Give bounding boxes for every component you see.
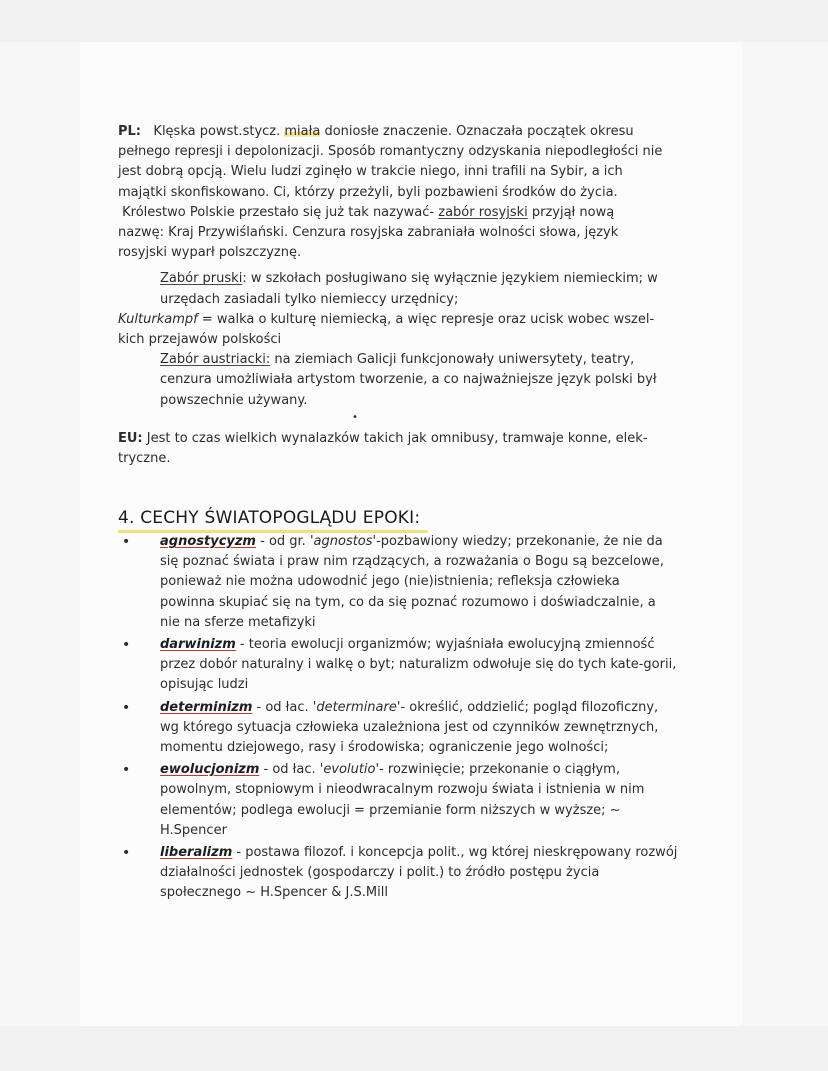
austr-paragraph [118,350,664,411]
list-item [118,760,678,841]
term-determinizm: determinizm [160,699,253,715]
pl-text-highlight: miała [284,124,321,139]
zabor-austriacki-text: na ziemiach Galicji funkcjonowały uniwersytety, teatry, cenzura umożliwiała artystom tworzenie, a co najważniejsze język polski był powszechnie używany. [160,352,657,408]
eu-text: Jest to czas wielkich wynalazków takich jak omnibusy, tramwaje konne, elek-tryczne. [118,431,648,467]
term-definition: -pozbawiony wiedzy; przekonanie, że nie da się poznać świata i praw nim rządzących, a rozważania o Bogu są bezcelowe, ponieważ nie można udowodnić jego (nie)istnienia; refleksja człowieka powinna skupiać się na tym, co da się poznać rozumowo i doświadczalnie, a nie na sferze metafizyki [160,534,664,630]
zabor-pruski-label: Zabór pruski [160,271,243,287]
term-etymology: 'determinare' [312,699,401,715]
term-prefix: - od łac. [252,699,313,715]
list-item [118,532,678,633]
eu-section [118,429,664,469]
term-prefix: - od gr. [255,534,310,549]
pl-kingdom-text: Królestwo Polskie przestało się już tak nazywać- [122,204,439,220]
zabor-rosyjski-label: zabór rosyjski [438,204,528,220]
term-liberalizm: liberalizm [160,845,233,861]
term-definition: - rozwinięcie; przekonanie o ciągłym, powolnym, stopniowym i nieodwracalnym rozwoju świata i istnienia w nim elementów; podlega ewolucji = przemianie form niższych w wyższe; ~ H.Spencer [160,762,645,838]
kulturkampf-paragraph [118,310,664,350]
term-definition: - teoria ewolucji organizmów; wyjaśniała ewolucyjną zmienność przez dobór naturalny i walkę o byt; naturalizm odwołuje się do tych kate-gorii, opisując ludzi [160,637,677,693]
term-prefix: - od łac. [259,762,320,778]
term-list [118,532,678,906]
pl-text-c: doniosłe znaczenie. Oznaczała początek okresu pełnego represji i depolonizacji. Sposób romantyczny odzyskania niepodległości nie jest dobrą opcją. Wielu ludzi zginęło w trakcie niego, inni trafili na Sybir, a ich majątki skonfiskowano. Ci, którzy przeżyli, byli pozbawieni środków do życia. [118,124,663,200]
term-etymology: 'agnostos' [309,534,377,549]
stray-dot: • [352,412,358,423]
section-title: 4. CECHY ŚWIATOPOGLĄDU EPOKI: [118,508,421,528]
term-definition: - postawa filozof. i koncepcja polit., wg której nieskrępowany rozwój działalności jednostek (gospodarczy i polit.) to źródło postępu życia społecznego ~ H.Spencer & J.S.Mill [160,845,678,901]
term-ewolucjonizm: ewolucjonizm [160,762,260,778]
kulturkampf-text: = walka o kulturę niemiecką, a więc represje oraz ucisk wobec wszel-kich przejawów polskości [118,311,655,348]
bullet-icon: • [122,637,131,654]
zabor-austriacki-label: Zabór austriacki: [160,352,271,368]
bullet-icon: • [122,762,131,779]
term-etymology: 'evolutio' [319,762,380,778]
bullet-icon: • [122,845,131,862]
zabor-pruski-text: : w szkołach posługiwano się wyłącznie językiem niemieckim; w urzędach zasiadali tylko niemieccy urzędnicy; [160,271,658,307]
term-agnostycyzm: agnostycyzm [160,534,256,549]
bullet-icon: • [122,699,131,716]
pl-text-a: Klęska powst.stycz. [153,124,281,139]
pl-paragraph-1 [118,122,664,203]
list-item [118,698,678,759]
term-darwinizm: darwinizm [160,637,236,653]
kulturkampf-term: Kulturkampf [118,311,198,327]
list-item [118,635,678,696]
pl-section [118,122,664,411]
bullet-icon: • [122,534,131,550]
pl-paragraph-2 [118,203,664,264]
list-item [118,843,678,904]
term-definition: - określić, oddzielić; pogląd filozoficzny, wg którego sytuacja człowieka uzależniona jest od czynników zewnętrznych, momentu dziejowego, rasy i środowiska; ograniczenie jego wolności; [160,699,659,756]
pl-kingdom-text-b: przyjął nową nazwę: Kraj Przywiślański. Cenzura rosyjska zabraniała wolności słowa, język rosyjski wyparł polszczyznę. [118,204,619,261]
eu-label: EU: [118,431,143,446]
pl-label: PL: [118,124,142,139]
prus-paragraph [118,269,664,309]
